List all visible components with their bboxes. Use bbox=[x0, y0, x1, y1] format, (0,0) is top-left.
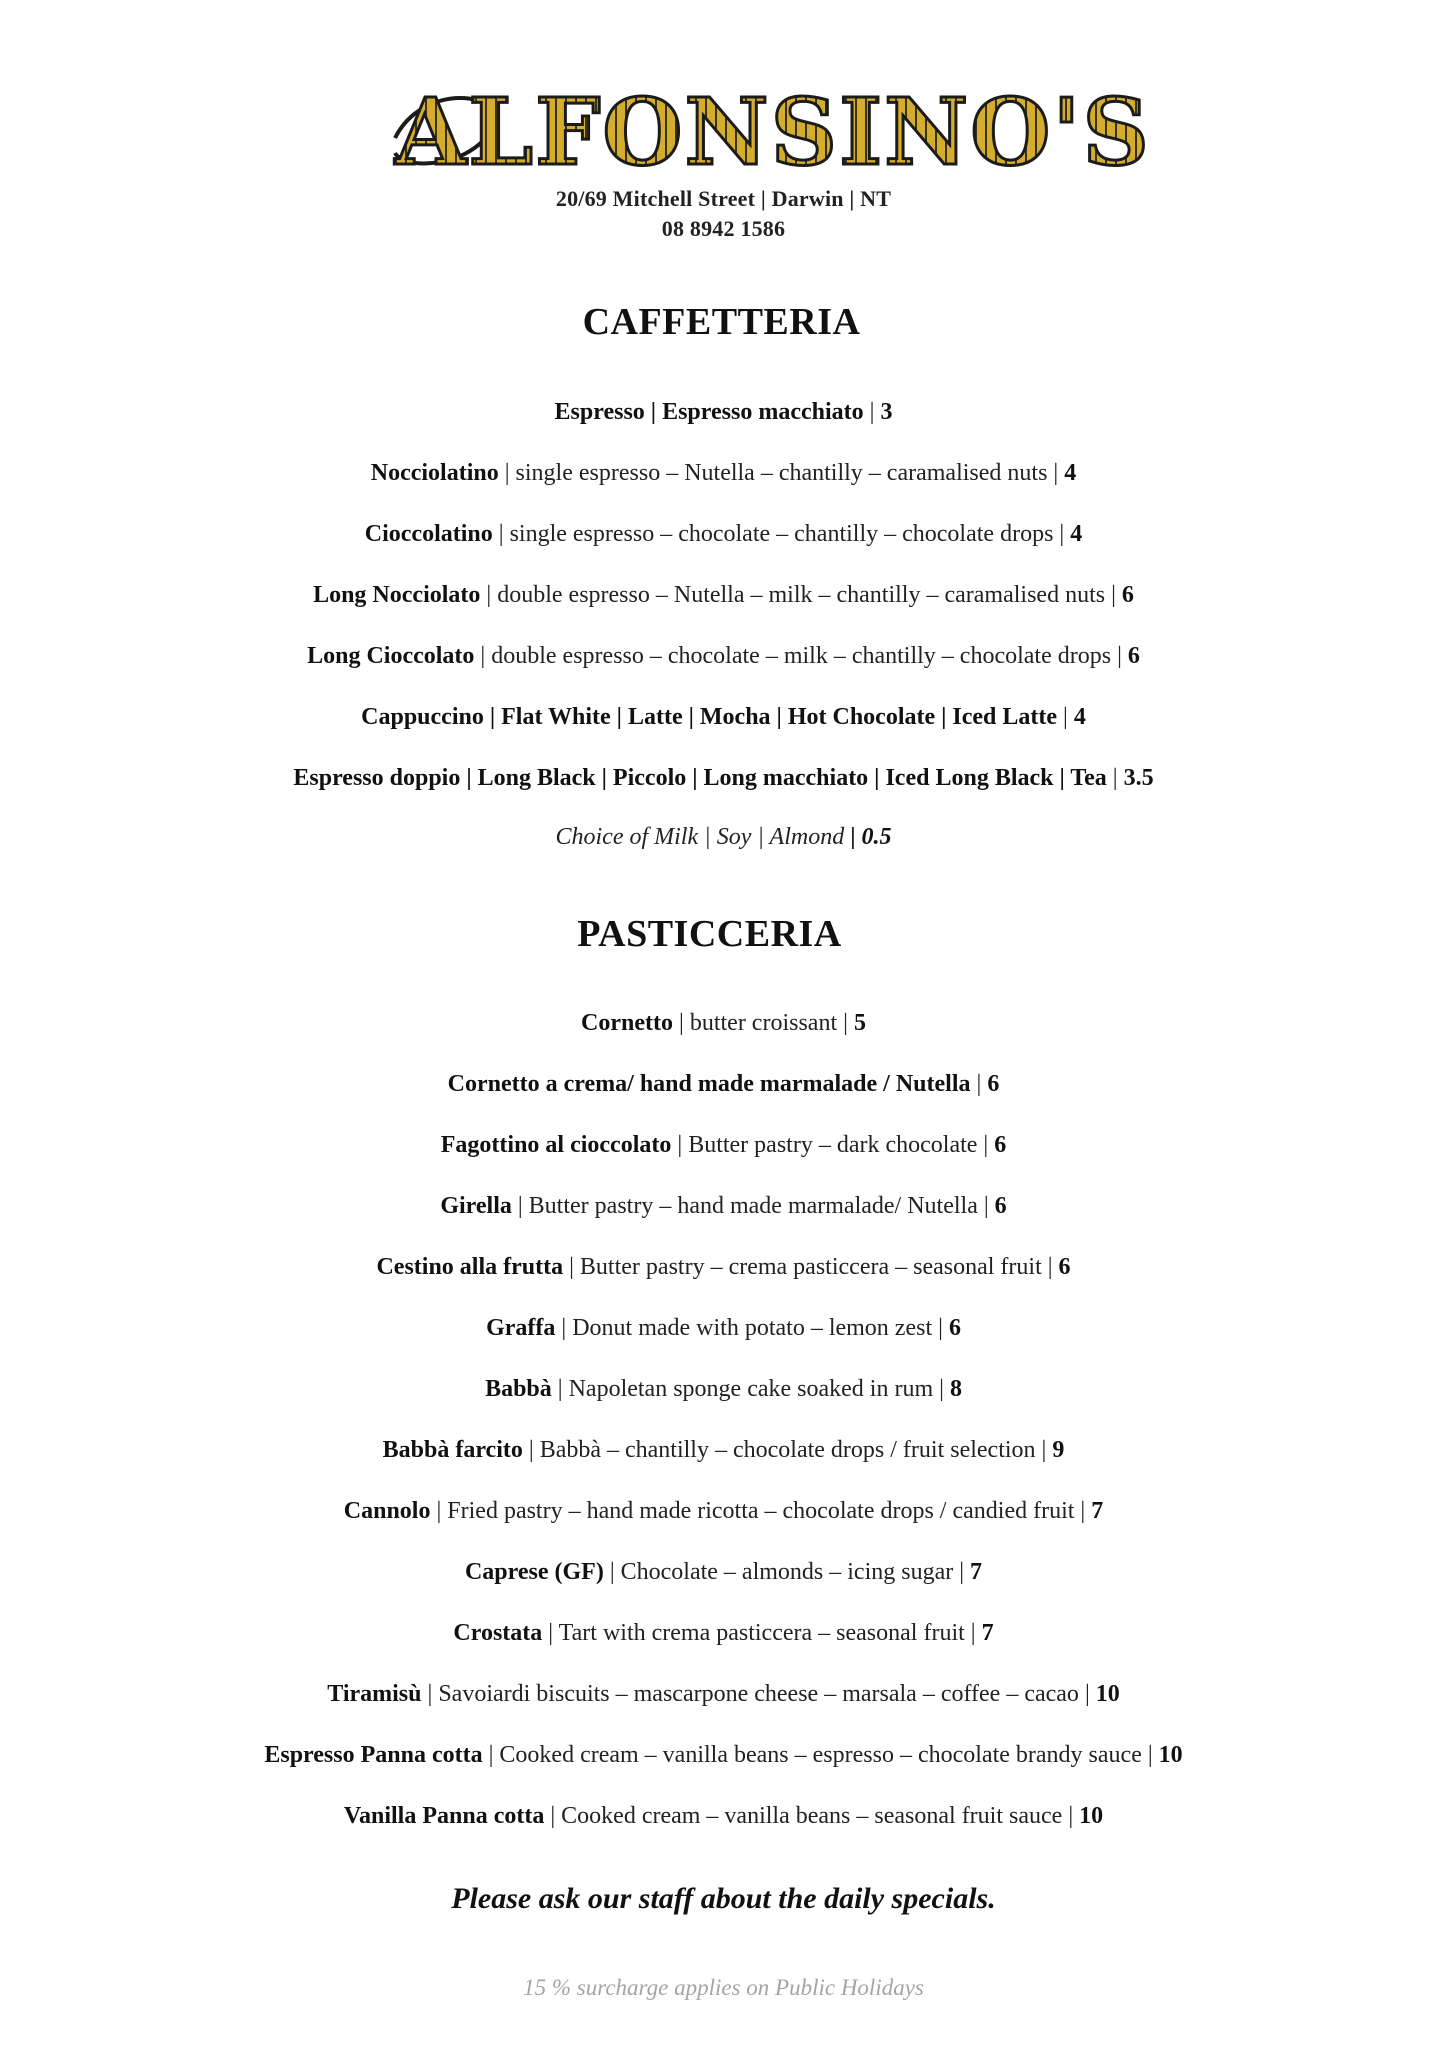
menu-item-price: 6 bbox=[1121, 582, 1134, 608]
menu-item-name: Espresso | Espresso macchiato bbox=[554, 399, 864, 425]
menu-item-price: 4 bbox=[1070, 521, 1083, 547]
menu-item: Tiramisù | Savoiardi biscuits – mascarpone cheese – marsala – coffee – cacao | 10 bbox=[327, 1681, 1120, 1707]
menu-item-price: 9 bbox=[1052, 1437, 1065, 1463]
menu-item: Cestino alla frutta | Butter pastry – crema pasticcera – seasonal fruit | 6 bbox=[376, 1254, 1071, 1280]
menu-item-name: Fagottino al cioccolato bbox=[440, 1132, 672, 1158]
menu-item-name: Babbà bbox=[485, 1376, 552, 1402]
menu-item: Graffa | Donut made with potato – lemon zest | 6 bbox=[486, 1315, 961, 1341]
menu-item-name: Caprese (GF) bbox=[464, 1559, 604, 1585]
menu-item-name: Vanilla Panna cotta bbox=[343, 1803, 545, 1829]
menu-item: Cornetto a crema/ hand made marmalade / Nutella | 6 bbox=[447, 1071, 1000, 1097]
logo bbox=[385, 68, 1160, 188]
menu-item: Long Cioccolato | double espresso – chocolate – milk – chantilly – chocolate drops | 6 bbox=[307, 643, 1140, 669]
menu-item: Espresso doppio | Long Black | Piccolo | Long macchiato | Iced Long Black | Tea | 3.5 bbox=[293, 765, 1154, 791]
menu-item: Caprese (GF) | Chocolate – almonds – icing sugar | 7 bbox=[464, 1559, 983, 1585]
menu-item-name: Cornetto bbox=[581, 1010, 674, 1036]
menu-item-price: 6 bbox=[948, 1315, 961, 1341]
menu-item: Nocciolatino | single espresso – Nutella – chantilly – caramalised nuts | 4 bbox=[370, 460, 1077, 486]
menu-item-name: Long Cioccolato bbox=[307, 643, 475, 669]
menu-item-price: 5 bbox=[853, 1010, 866, 1036]
menu-item-price: 6 bbox=[994, 1193, 1007, 1219]
menu-item-description: Butter pastry – dark chocolate bbox=[688, 1132, 978, 1158]
menu-item-description: single espresso – chocolate – chantilly – chocolate drops bbox=[509, 521, 1054, 547]
menu-item-name: Cappuccino | Flat White | Latte | Mocha | Hot Chocolate | Iced Latte bbox=[361, 704, 1058, 730]
menu-item: Long Nocciolato | double espresso – Nutella – milk – chantilly – caramalised nuts | 6 bbox=[313, 582, 1134, 608]
menu-item: Cannolo | Fried pastry – hand made ricotta – chocolate drops / candied fruit | 7 bbox=[343, 1498, 1104, 1524]
menu-item-name: Girella bbox=[440, 1193, 512, 1219]
menu-item-price: 8 bbox=[949, 1376, 962, 1402]
menu-item-name: Cioccolatino bbox=[364, 521, 493, 547]
milk-note-text: Choice of Milk | Soy | Almond bbox=[555, 824, 845, 850]
menu-item-description: Butter pastry – crema pasticcera – seasonal fruit bbox=[579, 1254, 1042, 1280]
menu-item-name: Graffa bbox=[486, 1315, 556, 1341]
menu-item-price: 6 bbox=[987, 1071, 1000, 1097]
menu-item: Girella | Butter pastry – hand made marmalade/ Nutella | 6 bbox=[440, 1193, 1007, 1219]
menu-item-price: 10 bbox=[1079, 1803, 1104, 1829]
menu-item-price: 10 bbox=[1095, 1681, 1120, 1707]
menu-item-description: double espresso – chocolate – milk – chantilly – chocolate drops bbox=[491, 643, 1112, 669]
menu-item: Babbà | Napoletan sponge cake soaked in rum | 8 bbox=[485, 1376, 962, 1402]
menu-item-description: double espresso – Nutella – milk – chantilly – caramalised nuts bbox=[497, 582, 1106, 608]
menu-item-description: Napoletan sponge cake soaked in rum bbox=[568, 1376, 934, 1402]
surcharge-note: 15 % surcharge applies on Public Holidays bbox=[523, 1975, 924, 2000]
menu-item: Espresso Panna cotta | Cooked cream – vanilla beans – espresso – chocolate brandy sauce | 10 bbox=[264, 1742, 1183, 1768]
menu-item-name: Nocciolatino bbox=[370, 460, 499, 486]
menu-item-name: Cornetto a crema/ hand made marmalade / Nutella bbox=[447, 1071, 971, 1097]
menu-item-price: 7 bbox=[970, 1559, 983, 1585]
menu-item-price: 4 bbox=[1073, 704, 1086, 730]
menu-item: Cornetto | butter croissant | 5 bbox=[581, 1010, 866, 1036]
phone-number: 08 8942 1586 bbox=[661, 216, 786, 241]
section-title-caffetteria: CAFFETTERIA bbox=[582, 301, 861, 343]
menu-item-description: Cooked cream – vanilla beans – seasonal fruit sauce bbox=[561, 1803, 1063, 1829]
menu-item: Fagottino al cioccolato | Butter pastry – dark chocolate | 6 bbox=[440, 1132, 1007, 1158]
section-title-pasticceria: PASTICCERIA bbox=[577, 913, 842, 955]
menu-item-price: 3 bbox=[880, 399, 893, 425]
menu-item-name: Cannolo bbox=[343, 1498, 431, 1524]
menu-item-description: Tart with crema pasticcera – seasonal fruit bbox=[558, 1620, 965, 1646]
menu-item-description: Butter pastry – hand made marmalade/ Nutella bbox=[528, 1193, 978, 1219]
daily-specials-note: Please ask our staff about the daily specials. bbox=[451, 1882, 996, 1915]
menu-item: Cioccolatino | single espresso – chocolate – chantilly – chocolate drops | 4 bbox=[364, 521, 1083, 547]
milk-note: Choice of Milk | Soy | Almond | 0.5 bbox=[555, 824, 892, 850]
menu-item-description: Chocolate – almonds – icing sugar bbox=[620, 1559, 954, 1585]
menu-item-price: 6 bbox=[1127, 643, 1140, 669]
menu-item-description: Savoiardi biscuits – mascarpone cheese – marsala – coffee – cacao bbox=[438, 1681, 1079, 1707]
menu-item-name: Espresso doppio | Long Black | Piccolo | Long macchiato | Iced Long Black | Tea bbox=[293, 765, 1107, 791]
menu-item-price: 10 bbox=[1158, 1742, 1183, 1768]
menu-item-price: 3.5 bbox=[1123, 765, 1154, 791]
menu-item-name: Long Nocciolato bbox=[313, 582, 481, 608]
logo-text: ALFONSINO'S bbox=[395, 78, 1151, 186]
milk-note-price: 0.5 bbox=[861, 824, 892, 850]
menu-item-description: Donut made with potato – lemon zest bbox=[572, 1315, 933, 1341]
menu-item-name: Cestino alla frutta bbox=[376, 1254, 564, 1280]
menu-item: Cappuccino | Flat White | Latte | Mocha | Hot Chocolate | Iced Latte | 4 bbox=[361, 704, 1086, 730]
menu-item-price: 4 bbox=[1064, 460, 1077, 486]
menu-item-price: 6 bbox=[1058, 1254, 1071, 1280]
menu-item-description: Cooked cream – vanilla beans – espresso – chocolate brandy sauce bbox=[499, 1742, 1142, 1768]
menu-item: Vanilla Panna cotta | Cooked cream – vanilla beans – seasonal fruit sauce | 10 bbox=[343, 1803, 1104, 1829]
menu-item-price: 7 bbox=[981, 1620, 994, 1646]
menu-item-description: Fried pastry – hand made ricotta – chocolate drops / candied fruit bbox=[447, 1498, 1075, 1524]
menu-item-description: single espresso – Nutella – chantilly – caramalised nuts bbox=[515, 460, 1048, 486]
menu-item-name: Babbà farcito bbox=[382, 1437, 523, 1463]
menu-item-price: 6 bbox=[994, 1132, 1007, 1158]
menu-item-name: Crostata bbox=[453, 1620, 543, 1646]
menu-item-name: Tiramisù bbox=[327, 1681, 422, 1707]
menu-item: Babbà farcito | Babbà – chantilly – chocolate drops / fruit selection | 9 bbox=[382, 1437, 1065, 1463]
menu-item-name: Espresso Panna cotta bbox=[264, 1742, 483, 1768]
menu-item-price: 7 bbox=[1091, 1498, 1104, 1524]
menu-item-description: Babbà – chantilly – chocolate drops / fruit selection bbox=[539, 1437, 1036, 1463]
menu-item-description: butter croissant bbox=[689, 1010, 838, 1036]
alfonsinos-logo bbox=[385, 68, 1160, 188]
address: 20/69 Mitchell Street | Darwin | NT bbox=[555, 186, 892, 211]
menu-item: Espresso | Espresso macchiato | 3 bbox=[554, 399, 893, 425]
menu-item: Crostata | Tart with crema pasticcera – seasonal fruit | 7 bbox=[453, 1620, 994, 1646]
